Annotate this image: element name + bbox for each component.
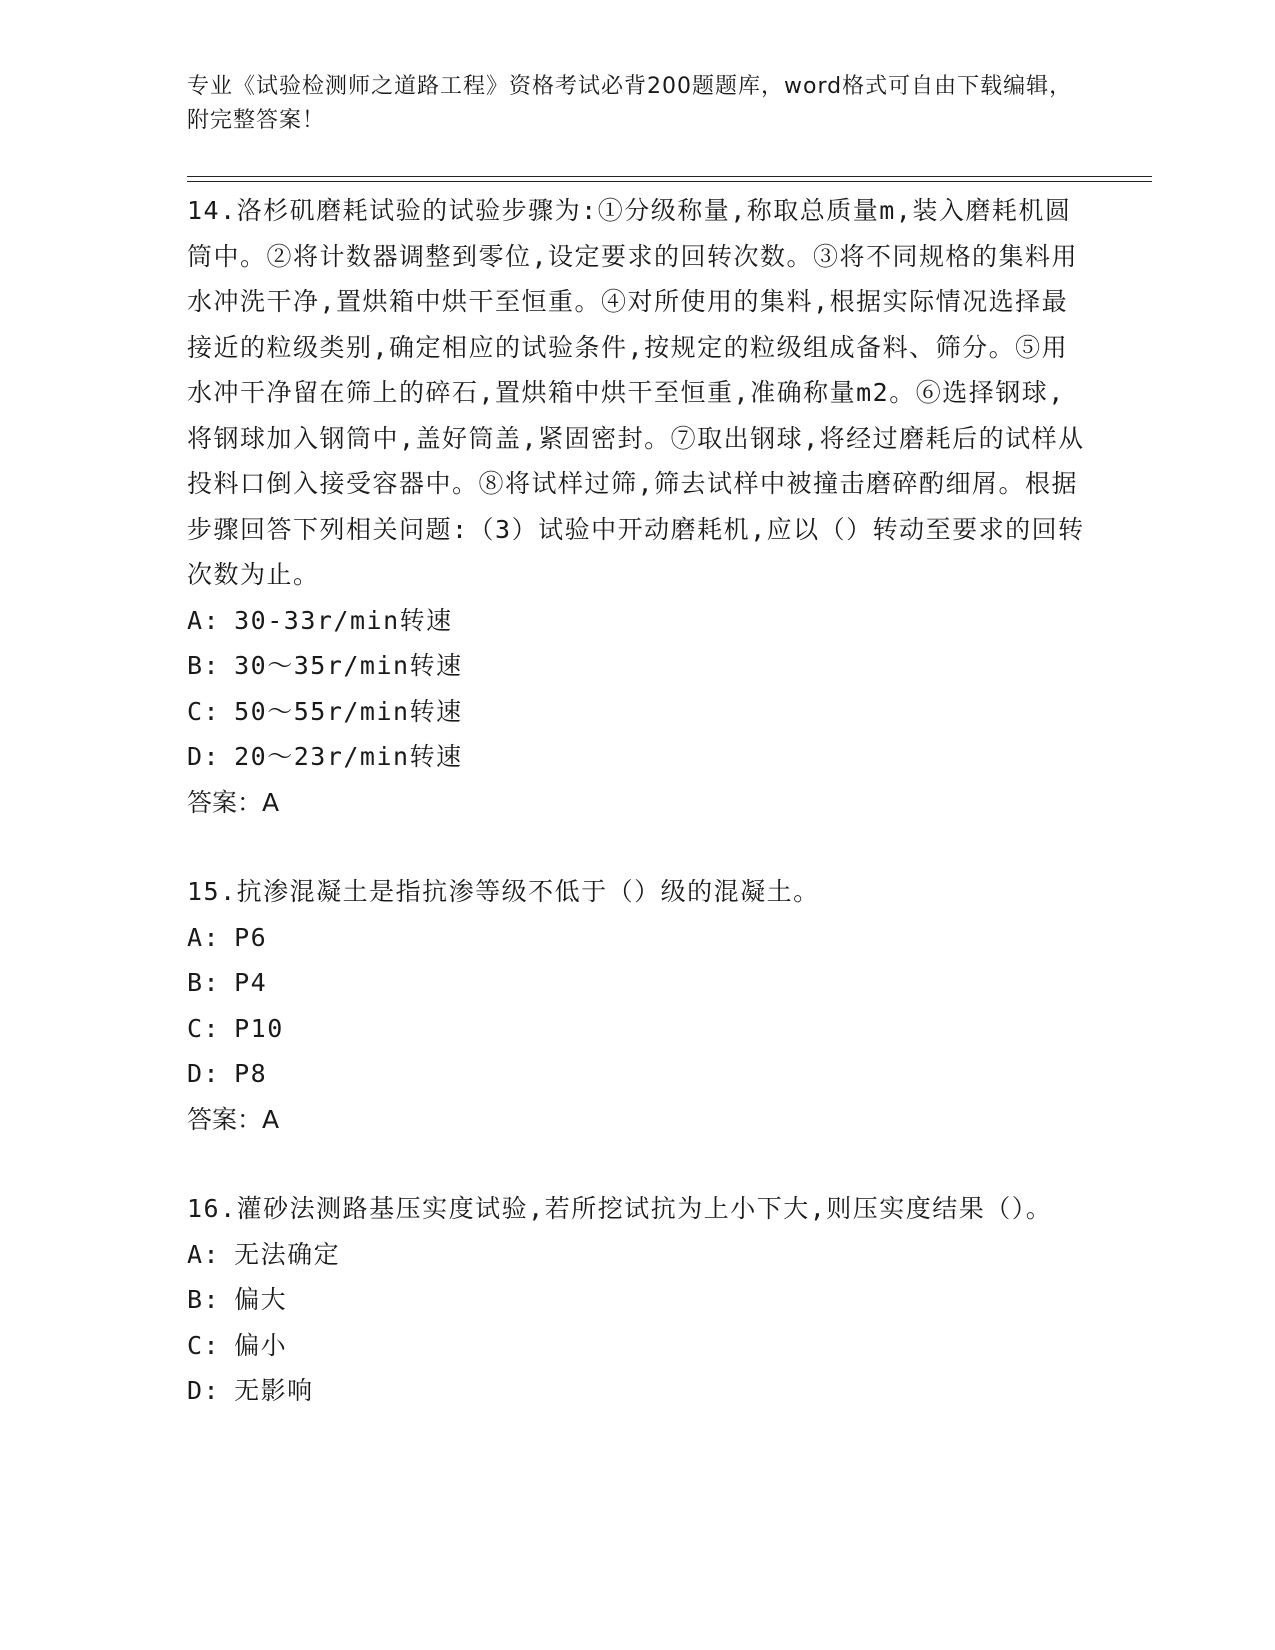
option-c (187, 1006, 1087, 1052)
question-text: 14.洛杉矶磨耗试验的试验步骤为:①分级称量,称取总质量m,装入磨耗机圆筒中。②将计数器调整到零位,设定要求的回转次数。③将不同规格的集料用水冲洗干净,置烘箱中烘干至恒重。④对所使用的集料,根据实际情况选择最接近的粒级类别,确定相应的试验条件,按规定的粒级组成备料、筛分。⑤用水冲干净留在筛上的碎石,置烘箱中烘干至恒重,准确称量m2。⑥选择钢球,将钢球加入钢筒中,盖好筒盖,紧固密封。⑦取出钢球,将经过磨耗后的试样从投料口倒入接受容器中。⑧将试样过筛,筛去试样中被撞击磨碎酌细屑。根据步骤回答下列相关问题:（3）试验中开动磨耗机,应以（）转动至要求的回转次数为止。 (187, 196, 1085, 589)
option-b (187, 643, 1087, 689)
option-text: P4 (234, 968, 268, 997)
option-a (187, 915, 1087, 961)
question-item (187, 1186, 1087, 1414)
question-list (187, 188, 1087, 1414)
question-item (187, 188, 1087, 825)
option-key: D: (187, 1376, 221, 1405)
option-c (187, 689, 1087, 735)
option-text: 50～55r/min转速 (234, 696, 463, 726)
option-key: A: (187, 922, 221, 952)
answer-line: 答案：A (187, 1104, 280, 1134)
option-text: 30～35r/min转速 (234, 651, 463, 680)
option-d (187, 1051, 1087, 1097)
spacer (187, 825, 1087, 869)
option-key: A: (187, 605, 221, 635)
option-text: 无影响 (234, 1376, 314, 1405)
option-text: 无法确定 (234, 1239, 341, 1269)
option-b (187, 960, 1087, 1006)
option-a (187, 1232, 1087, 1278)
header-divider-bottom (187, 181, 1152, 182)
option-text: P8 (234, 1059, 268, 1088)
option-key: B: (187, 968, 221, 997)
option-text: 偏小 (234, 1330, 288, 1360)
option-key: A: (187, 1239, 221, 1269)
option-key: B: (187, 1285, 221, 1314)
option-key: B: (187, 651, 221, 680)
option-key: C: (187, 1013, 221, 1043)
question-item (187, 869, 1087, 1142)
header-divider-top (187, 176, 1152, 177)
option-c (187, 1323, 1087, 1369)
option-list (187, 598, 1087, 780)
question-text: 16.灌砂法测路基压实度试验,若所挖试抗为上小下大,则压实度结果（）。 (187, 1194, 1053, 1223)
option-key: D: (187, 1059, 221, 1088)
option-d (187, 1368, 1087, 1414)
option-text: 20～23r/min转速 (234, 742, 463, 771)
option-text: P6 (234, 922, 268, 952)
option-text: 30-33r/min转速 (234, 605, 453, 635)
option-key: D: (187, 742, 221, 771)
document-header: 专业《试验检测师之道路工程》资格考试必背200题题库，word格式可自由下载编辑，附完整答案！ (187, 74, 1073, 133)
option-d (187, 734, 1087, 780)
option-list (187, 1232, 1087, 1414)
answer-line: 答案：A (187, 787, 280, 817)
option-b (187, 1277, 1087, 1323)
option-key: C: (187, 696, 221, 726)
option-a (187, 598, 1087, 644)
question-text: 15.抗渗混凝土是指抗渗等级不低于（）级的混凝土。 (187, 877, 820, 906)
option-key: C: (187, 1330, 221, 1360)
option-text: P10 (234, 1013, 284, 1043)
option-text: 偏大 (234, 1285, 288, 1314)
spacer (187, 1142, 1087, 1186)
option-list (187, 915, 1087, 1097)
